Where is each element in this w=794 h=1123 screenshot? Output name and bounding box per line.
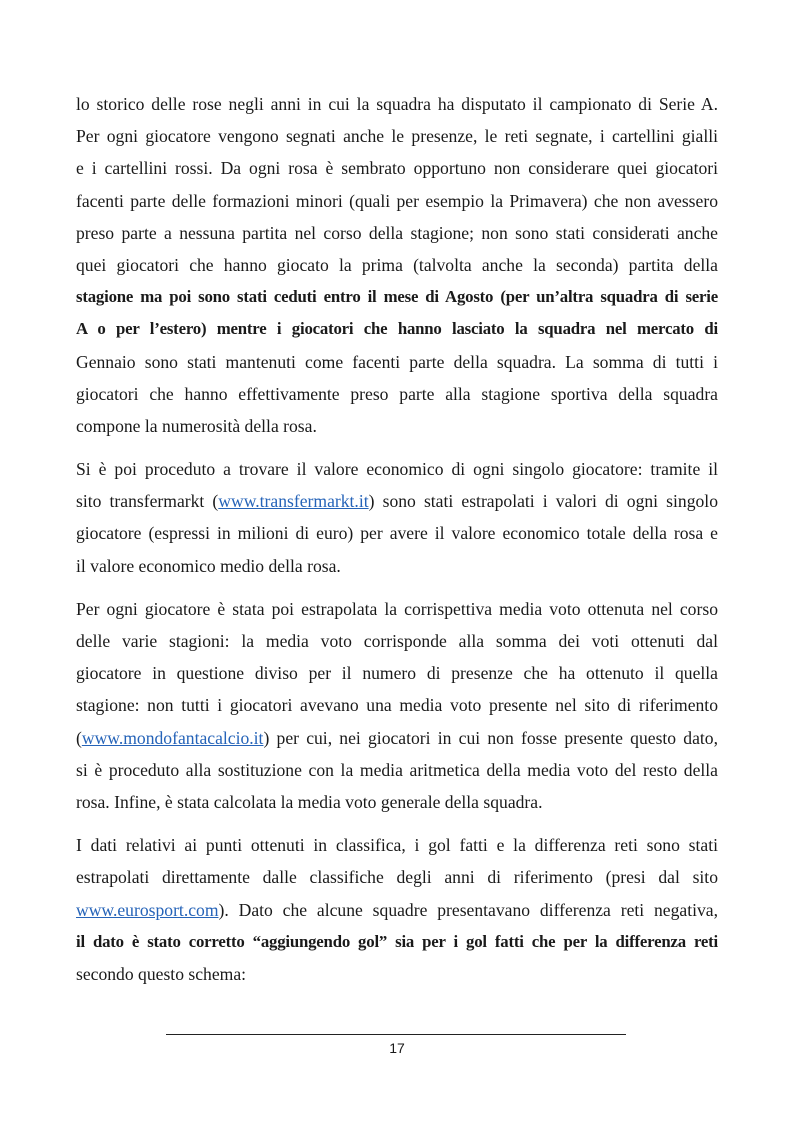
text-line-bold: stagione ma poi sono stati ceduti entro il mese di Agosto (per un’altra squadra di serie	[76, 287, 718, 307]
text-line-bold: A o per l’estero) mentre i giocatori che hanno lasciato la squadra nel mercato di	[76, 319, 718, 339]
text-line: rosa. Infine, è stata calcolata la media voto generale della squadra.	[76, 791, 543, 812]
paragraph	[76, 453, 718, 582]
text-segment: ). Dato che alcune squadre presentavano differenza reti negativa,	[218, 899, 718, 920]
text-line: giocatori che hanno effettivamente preso parte alla stagione sportiva della squadra	[76, 383, 718, 404]
text-line-with-link	[76, 894, 718, 926]
text-segment: sito transfermarkt (	[76, 491, 219, 512]
text-segment: ) sono stati estrapolati i valori di ogni singolo	[368, 491, 718, 512]
text-line: quei giocatori che hanno giocato la prima (talvolta anche la seconda) partita della	[76, 254, 718, 275]
text-line: Per ogni giocatore è stata poi estrapolata la corrispettiva media voto ottenuta nel corso	[76, 598, 718, 619]
text-line: secondo questo schema:	[76, 963, 247, 984]
text-line: preso parte a nessuna partita nel corso della stagione; non sono stati considerati anche	[76, 222, 718, 243]
text-line: Per ogni giocatore vengono segnati anche le presenze, le reti segnate, i cartellini gialli	[76, 126, 718, 147]
text-line: e i cartellini rossi. Da ogni rosa è sembrato opportuno non considerare quei giocatori	[76, 158, 718, 179]
page-number: 17	[389, 1040, 405, 1056]
text-segment: (	[76, 727, 82, 748]
text-line: il valore economico medio della rosa.	[76, 555, 341, 576]
text-line-bold: il dato è stato corretto “aggiungendo gol” sia per i gol fatti che per la differenza reti	[76, 931, 718, 951]
transfermarkt-link[interactable]: www.transfermarkt.it	[218, 491, 369, 512]
footer-divider	[166, 1034, 626, 1035]
text-line: si è proceduto alla sostituzione con la media aritmetica della media voto del resto della	[76, 759, 718, 780]
text-line: I dati relativi ai punti ottenuti in classifica, i gol fatti e la differenza reti sono stati	[76, 835, 718, 856]
eurosport-link[interactable]: www.eurosport.com	[76, 899, 219, 920]
text-line: stagione: non tutti i giocatori avevano una media voto presente nel sito di riferimento	[76, 695, 718, 716]
text-line: Gennaio sono stati mantenuti come facenti parte della squadra. La somma di tutti i	[76, 351, 718, 372]
paragraph	[76, 829, 718, 990]
text-line-with-link	[76, 722, 718, 754]
text-line-with-link	[76, 485, 718, 517]
text-line: Si è poi proceduto a trovare il valore economico di ogni singolo giocatore: tramite il	[76, 459, 718, 480]
document-body	[76, 88, 718, 1001]
text-line: giocatore in questione diviso per il numero di presenze che ha ottenuto il quella	[76, 663, 718, 684]
paragraph	[76, 88, 718, 442]
paragraph	[76, 593, 718, 818]
text-line: estrapolati direttamente dalle classifiche degli anni di riferimento (presi dal sito	[76, 867, 718, 888]
text-line: facenti parte delle formazioni minori (quali per esempio la Primavera) che non avessero	[76, 190, 718, 211]
mondofantacalcio-link[interactable]: www.mondofantacalcio.it	[81, 727, 264, 748]
text-segment: ) per cui, nei giocatori in cui non fosse presente questo dato,	[263, 727, 718, 748]
text-line: lo storico delle rose negli anni in cui la squadra ha disputato il campionato di Serie A.	[76, 94, 718, 114]
text-line: giocatore (espressi in milioni di euro) per avere il valore economico totale della rosa e	[76, 523, 718, 544]
text-line: compone la numerosità della rosa.	[76, 415, 317, 436]
text-line: delle varie stagioni: la media voto corrisponde alla somma dei voti ottenuti dal	[76, 631, 718, 651]
